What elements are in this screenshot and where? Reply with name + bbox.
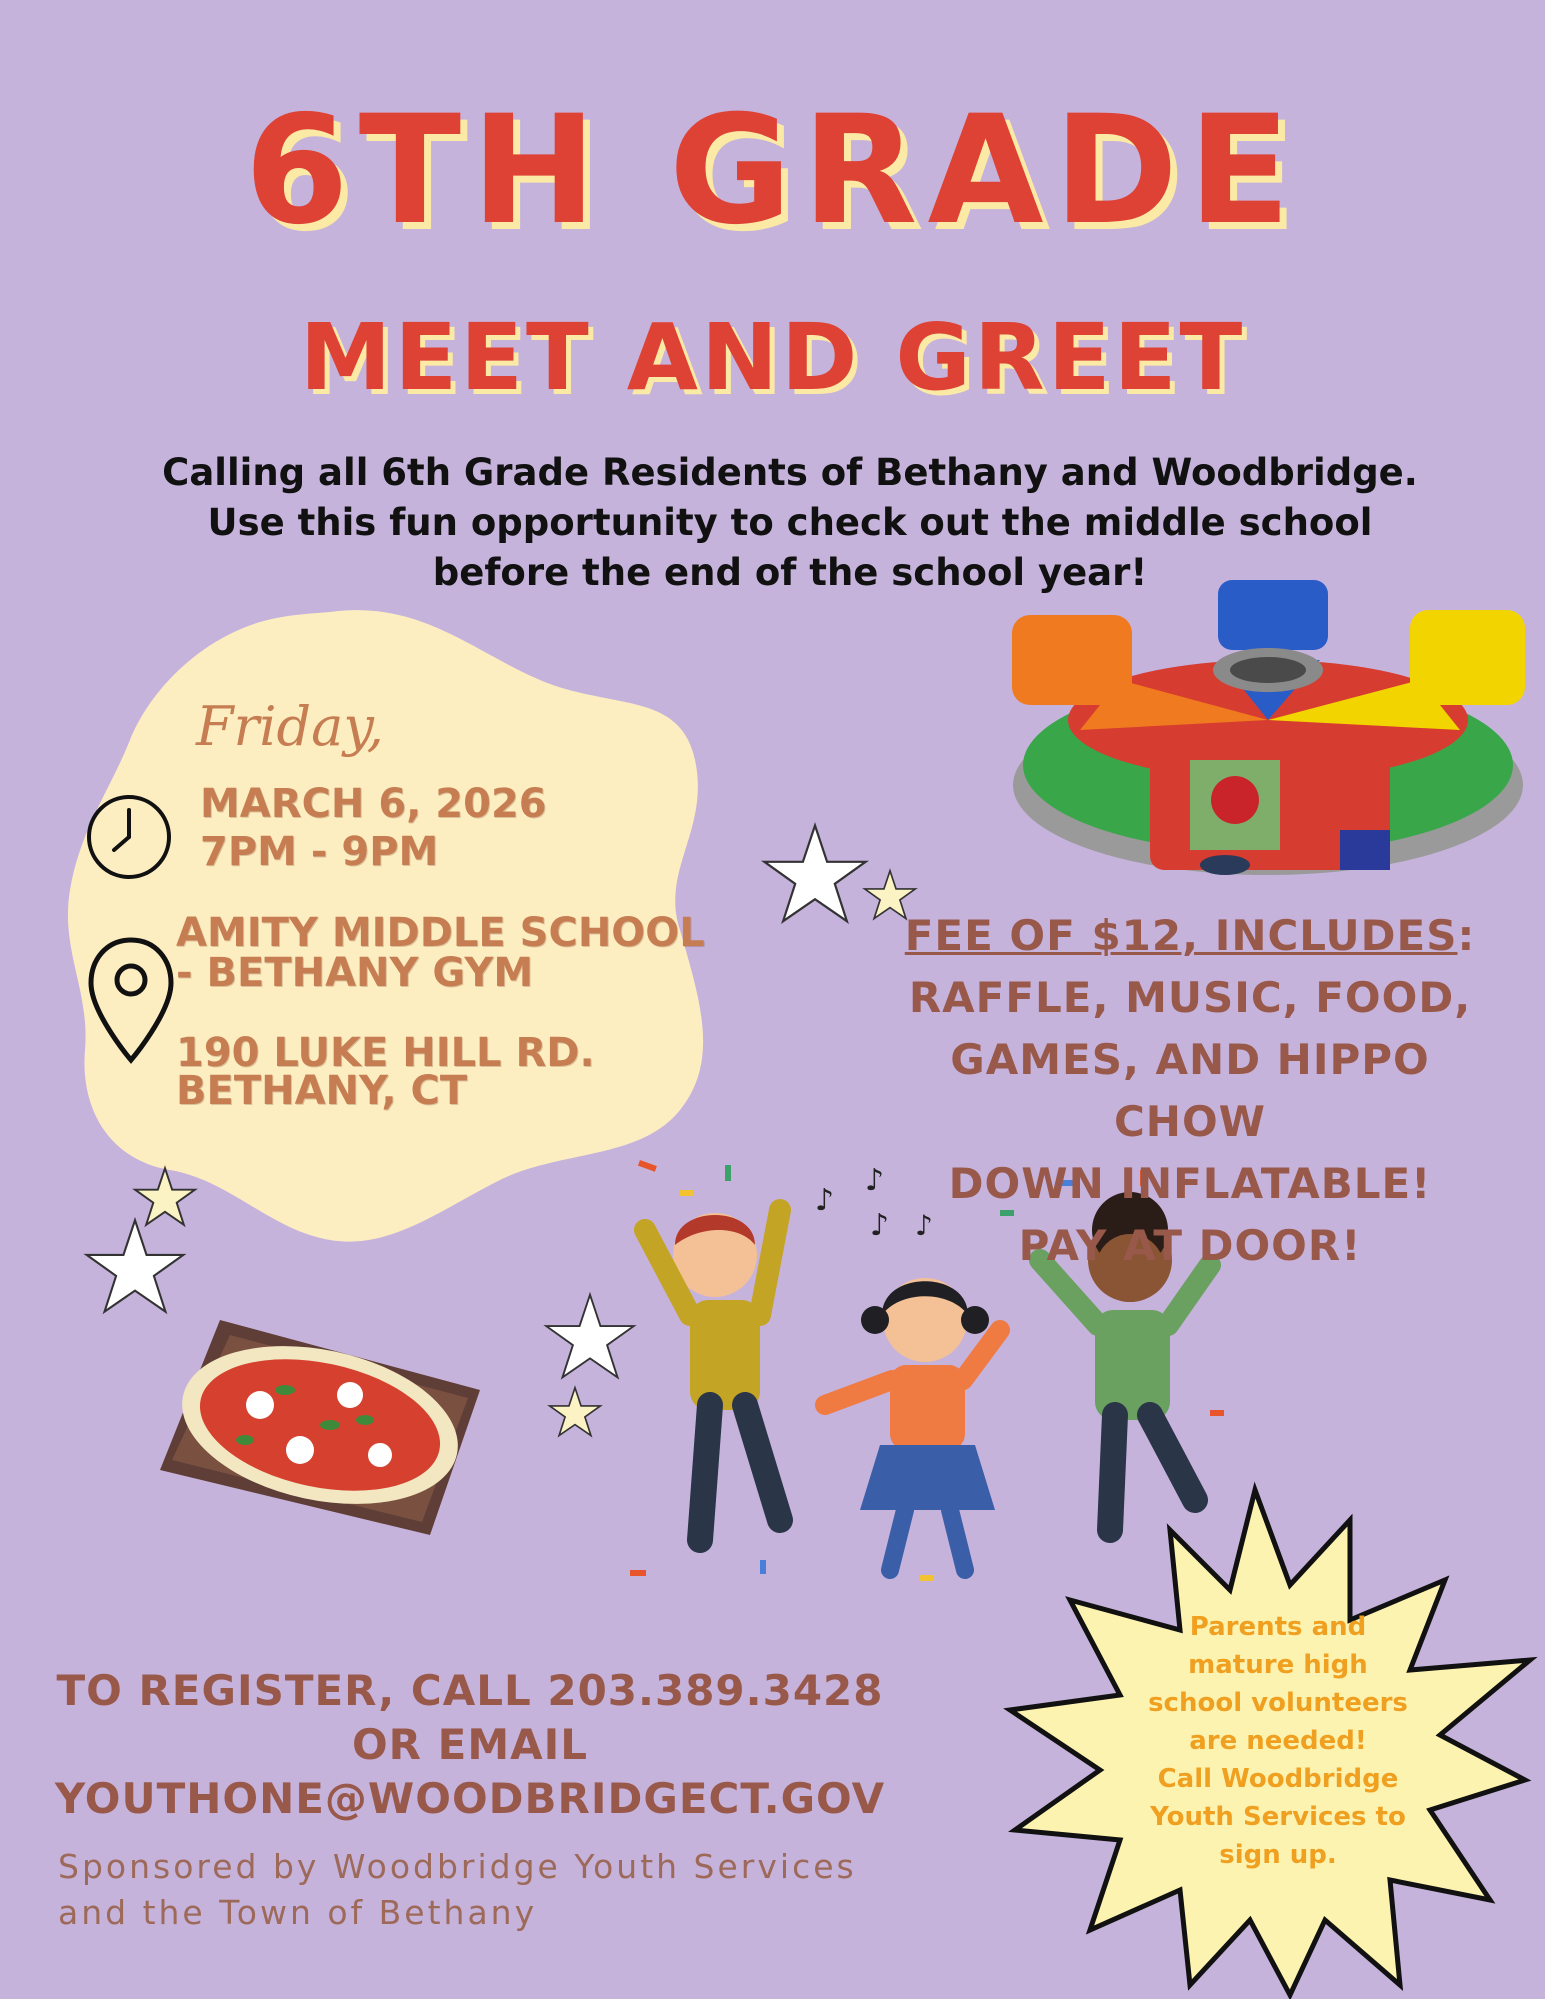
register-email: YOUTHONE@WOODBRIDGECT.GOV	[54, 1774, 886, 1823]
sponsor-text	[58, 1844, 958, 1936]
event-address-street: 190 LUKE HILL RD.	[176, 1030, 595, 1076]
fee-colon: :	[1457, 911, 1476, 960]
register-or: OR EMAIL	[351, 1720, 589, 1769]
hippo-inflatable-illustration	[1000, 570, 1535, 890]
fee-line: RAFFLE, MUSIC, FOOD,	[908, 973, 1472, 1022]
event-location-detail: - BETHANY GYM	[176, 950, 534, 996]
event-address-city: BETHANY, CT	[176, 1068, 468, 1114]
volunteer-line: Call Woodbridge	[1157, 1764, 1399, 1794]
fee-line: GAMES, AND HIPPO CHOW	[950, 1035, 1430, 1146]
volunteer-line: mature high	[1188, 1650, 1368, 1680]
title-line-1: 6TH GRADE	[244, 84, 1301, 258]
svg-text:♪: ♪	[915, 1209, 933, 1242]
fee-line: PAY AT DOOR!	[1018, 1221, 1362, 1270]
star-icon	[755, 820, 875, 930]
event-location: AMITY MIDDLE SCHOOL	[176, 910, 705, 956]
svg-text:♪: ♪	[865, 1163, 885, 1198]
register-phone: TO REGISTER, CALL 203.389.3428	[56, 1666, 884, 1715]
svg-text:♪: ♪	[815, 1183, 835, 1218]
event-date: MARCH 6, 2026	[200, 781, 547, 827]
intro-line: before the end of the school year!	[432, 551, 1148, 594]
title-line-2: MEET AND GREET	[299, 304, 1246, 411]
svg-text:♪: ♪	[870, 1208, 890, 1243]
intro-text	[40, 448, 1540, 598]
intro-line: Calling all 6th Grade Residents of Bethany and Woodbridge.	[162, 451, 1418, 494]
register-info	[40, 1664, 900, 1826]
fee-heading: FEE OF $12, INCLUDES	[904, 911, 1458, 960]
volunteer-line: school volunteers	[1148, 1688, 1408, 1718]
volunteer-line: sign up.	[1219, 1840, 1337, 1870]
intro-line: Use this fun opportunity to check out the middle school	[207, 501, 1373, 544]
fee-line: DOWN INFLATABLE!	[948, 1159, 1432, 1208]
sponsor-line: Sponsored by Woodbridge Youth Services	[58, 1847, 857, 1886]
fee-details	[880, 905, 1500, 1277]
event-day: Friday,	[196, 695, 384, 758]
volunteer-line: are needed!	[1189, 1726, 1367, 1756]
fee-heading-row	[880, 905, 1500, 967]
pizza-icon	[150, 1310, 490, 1540]
volunteer-line: Youth Services to	[1150, 1802, 1406, 1832]
event-time: 7PM - 9PM	[200, 829, 439, 875]
star-icon	[545, 1385, 605, 1440]
star-icon	[80, 1215, 190, 1320]
volunteer-callout	[1108, 1608, 1448, 1874]
volunteer-line: Parents and	[1189, 1612, 1367, 1642]
sponsor-line: and the Town of Bethany	[58, 1893, 538, 1932]
clock-icon	[84, 792, 174, 882]
location-pin-icon	[86, 935, 176, 1065]
